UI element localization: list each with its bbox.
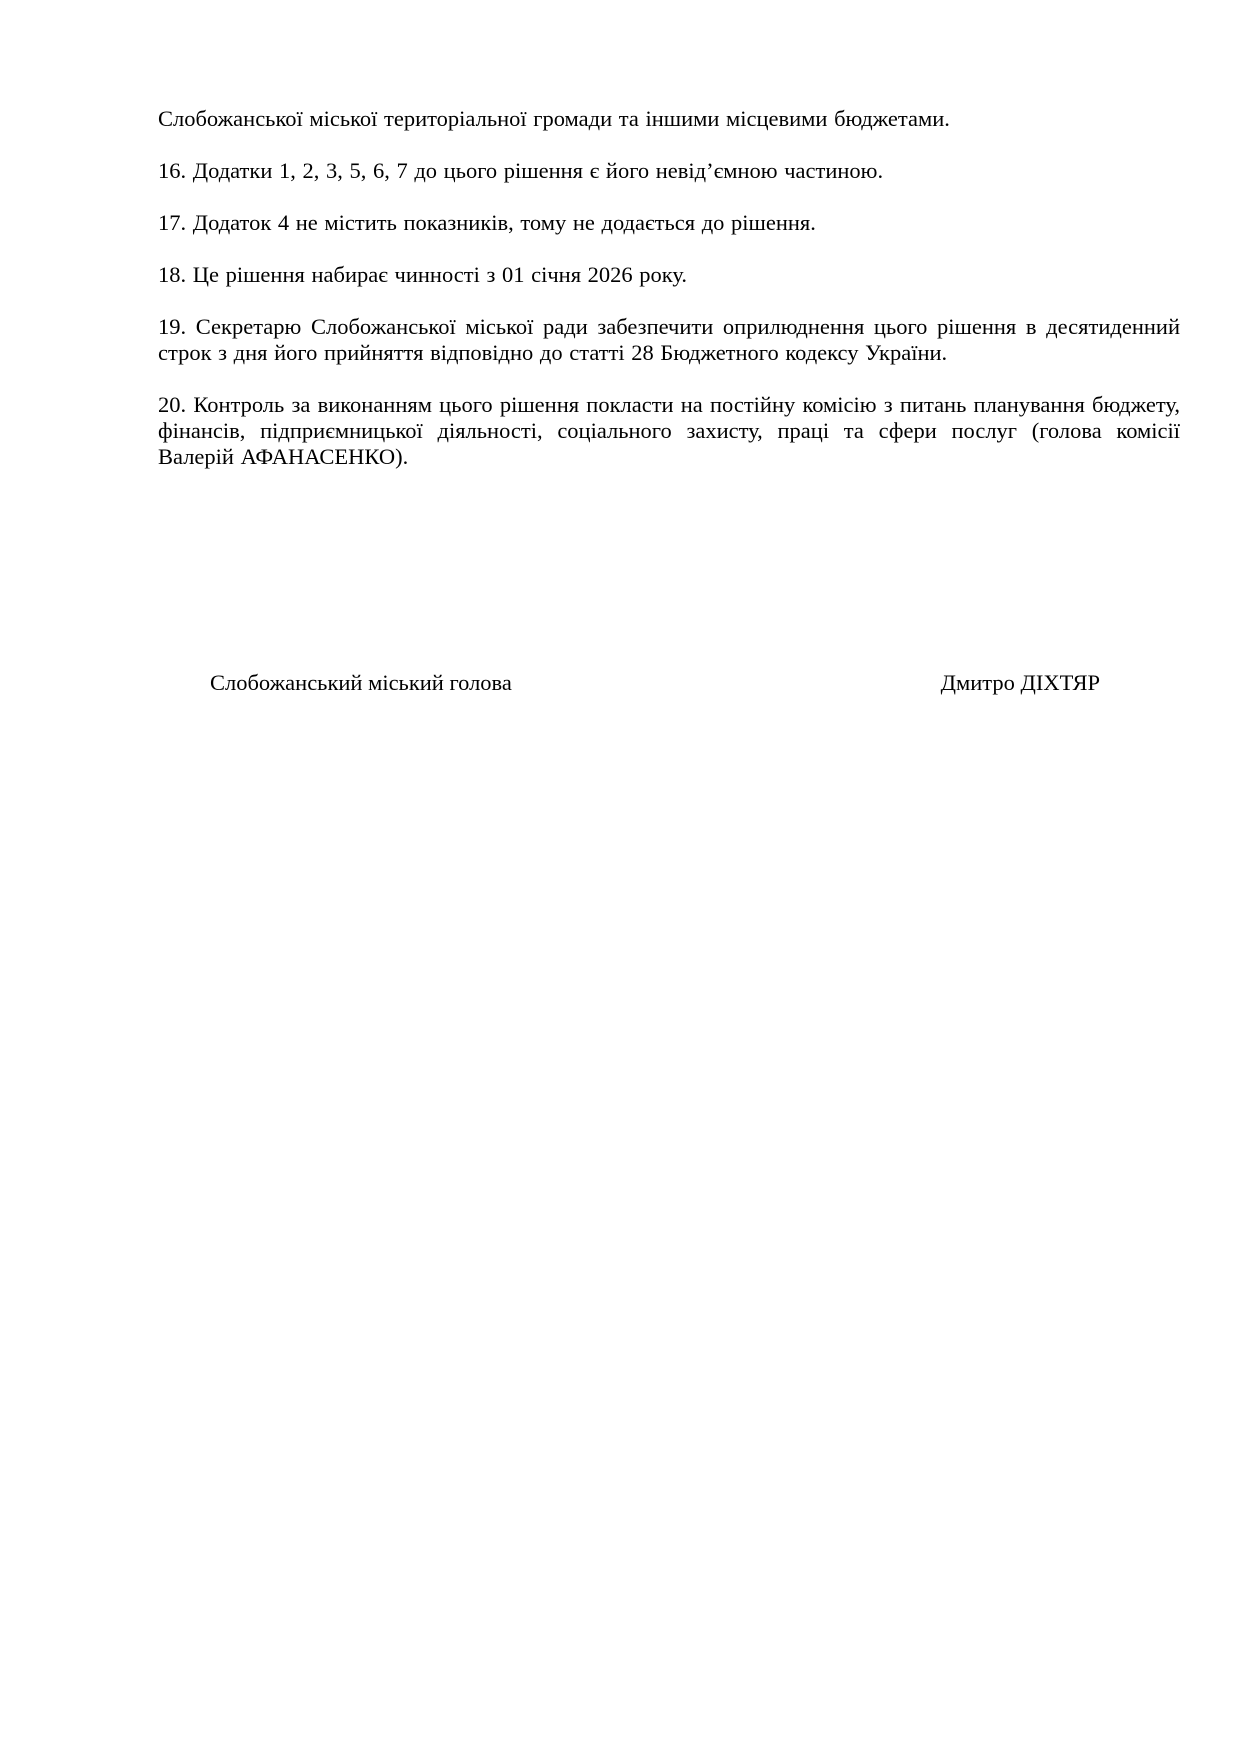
paragraph-continuation: Слобожанської міської територіальної громади та іншими місцевими бюджетами. (158, 106, 950, 131)
signer-title: Слобожанський міський голова (210, 670, 512, 695)
signer-name: Дмитро ДІХТЯР (940, 670, 1100, 695)
paragraph-item-16: 16. Додатки 1, 2, 3, 5, 6, 7 до цього рішення є його невід’ємною частиною. (158, 158, 884, 183)
paragraph-item-18: 18. Це рішення набирає чинності з 01 січня 2026 року. (158, 262, 688, 287)
paragraph-item-17: 17. Додаток 4 не містить показників, тому не додається до рішення. (158, 210, 816, 235)
paragraph-item-19: 19. Секретарю Слобожанської міської ради забезпечити оприлюднення цього рішення в десятиденний строк з дня його прийняття відповідно до статті 28 Бюджетного кодексу України. (158, 314, 1180, 365)
signature-row (158, 670, 1180, 696)
paragraph-item-20: 20. Контроль за виконанням цього рішення покласти на постійну комісію з питань планування бюджету, фінансів, підприємницької діяльності, соціального захисту, праці та сфери послуг (голова комісії Валерій АФАНАСЕНКО). (158, 392, 1180, 469)
